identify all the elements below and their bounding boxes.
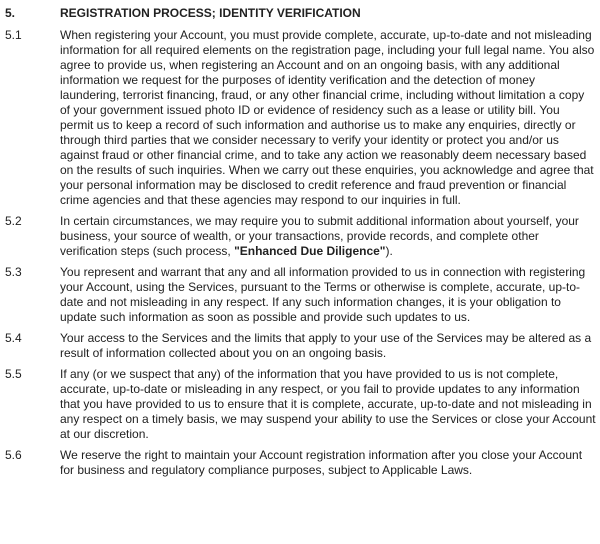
clause-5-4 [5, 331, 600, 361]
clause-5-3 [5, 265, 600, 325]
clause-5-2 [5, 214, 600, 259]
section-number: 5. [5, 6, 16, 20]
clause-5-6 [5, 448, 600, 478]
clause-5-1 [5, 28, 600, 208]
clause-number: 5.6 [5, 448, 22, 462]
clause-text [60, 214, 596, 259]
clause-text-before: In certain circumstances, we may require you to submit additional information about yourself, your business, your source of wealth, or your transactions, provide records, and complete other verification steps (such process, [60, 214, 579, 258]
clause-text: We reserve the right to maintain your Account registration information after you close your Account for business and regulatory compliance purposes, subject to Applicable Laws. [60, 448, 583, 477]
section-heading-row [5, 6, 600, 21]
clause-text: Your access to the Services and the limits that apply to your use of the Services may be altered as a result of information collected about you on an ongoing basis. [60, 331, 592, 360]
clause-text: You represent and warrant that any and all information provided to us in connection with registering your Account, using the Services, pursuant to the Terms or otherwise is complete, accurate, up-to-date and not misleading in any respect. If any such information changes, it is your obligation to update such information as soon as possible and provide such updates to us. [60, 265, 586, 324]
clause-number: 5.4 [5, 331, 22, 345]
section-heading: REGISTRATION PROCESS; IDENTITY VERIFICATION [60, 6, 361, 20]
clause-text: If any (or we suspect that any) of the information that you have provided to us is not complete, accurate, up-to-date or misleading in any respect, or you fail to provide updates to any information that you have provided to us to ensure that it is complete, accurate, up-to-date and not misleading in any respect on a timely basis, we may suspend your ability to use the Services or close your Account at our discretion. [60, 367, 596, 441]
clause-5-5 [5, 367, 600, 442]
clause-number: 5.2 [5, 214, 22, 228]
clause-number: 5.5 [5, 367, 22, 381]
clause-number: 5.3 [5, 265, 22, 279]
clause-text-bold-term: "Enhanced Due Diligence" [234, 244, 386, 258]
clause-text: When registering your Account, you must provide complete, accurate, up-to-date and not misleading information for all required elements on the registration page, including your full legal name. You also agree to provide us, when registering an Account and on an ongoing basis, with any additional information we request for the purposes of identity verification and the detection of money laundering, terrorist financing, fraud, or any other financial crime, including without limitation a copy of your government issued photo ID or evidence of residency such as a lease or utility bill. You permit us to keep a record of such information and authorise us to make any enquiries, directly or through third parties that we consider necessary to verify your identity or protect you and/or us against fraud or other financial crime, and to take any action we reasonably deem necessary based on the results of such inquiries. When we carry out these enquiries, you acknowledge and agree that your personal information may be disclosed to credit reference and fraud prevention or financial crime agencies and that these agencies may respond to our inquiries in full. [60, 28, 595, 207]
clause-number: 5.1 [5, 28, 22, 42]
clause-text-after: ). [385, 244, 393, 258]
